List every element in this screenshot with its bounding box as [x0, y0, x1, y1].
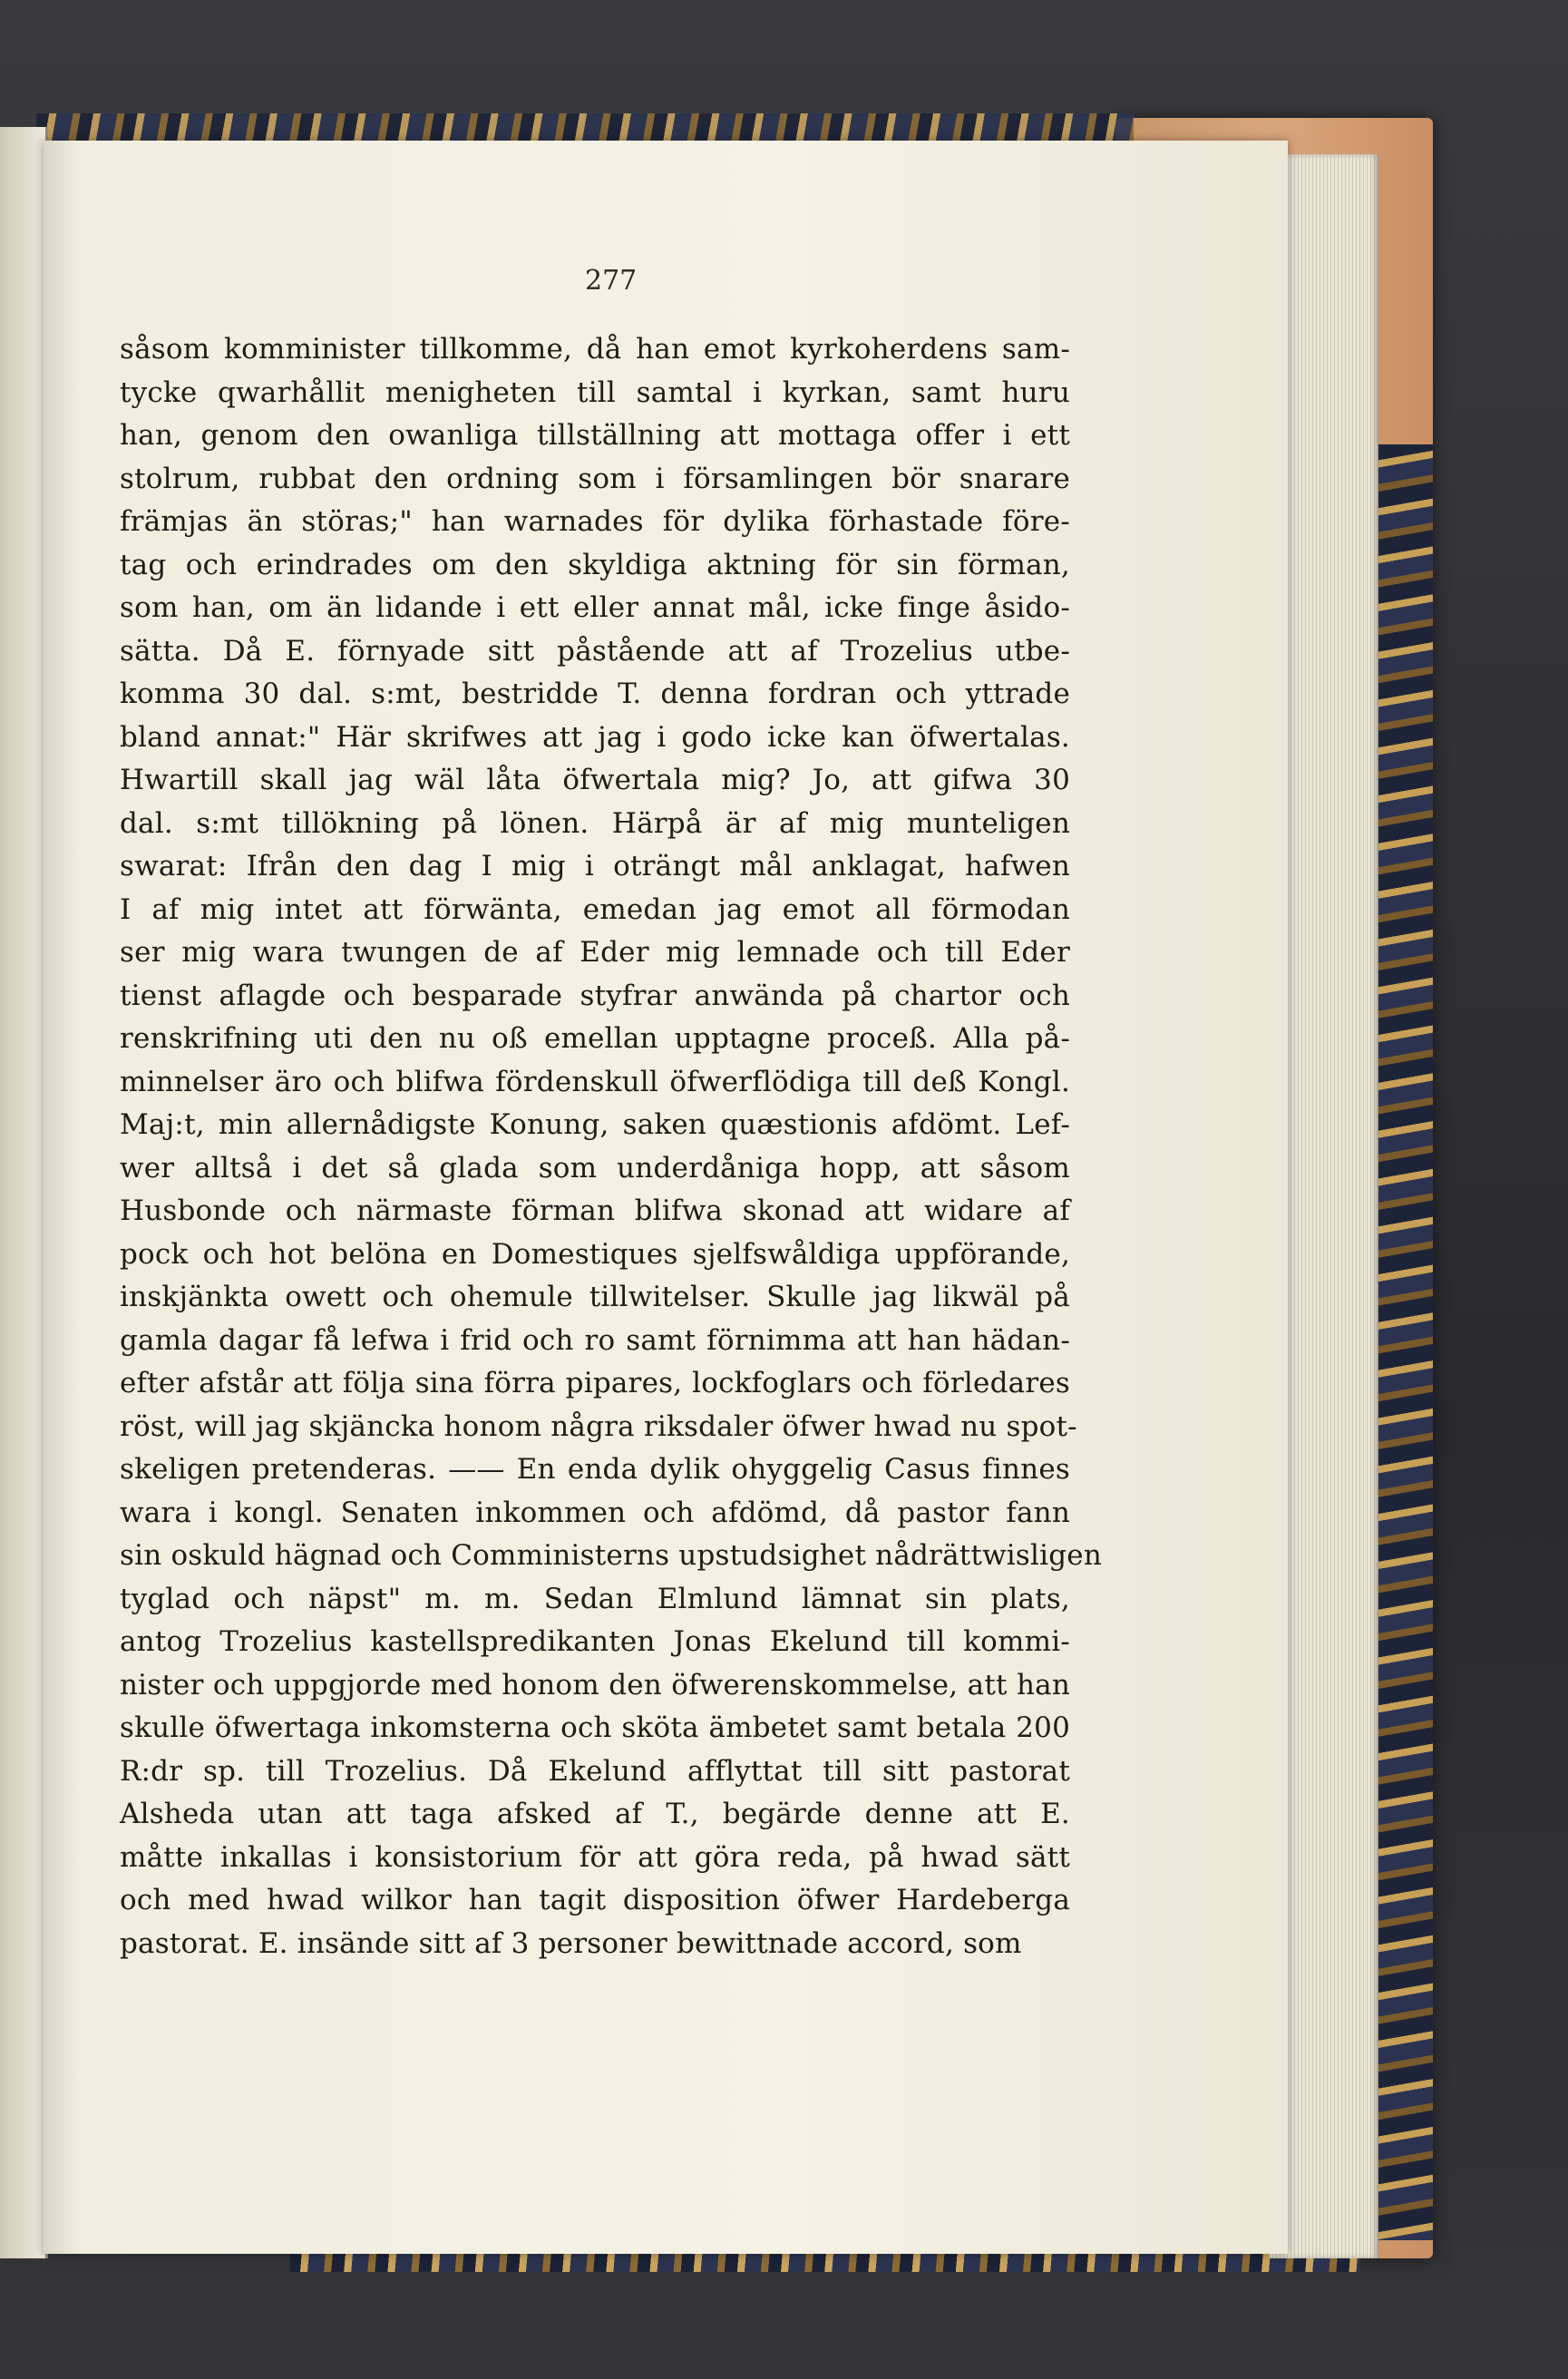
text-line: stolrum, rubbat den ordning som i församlingen bör snarare [120, 462, 1070, 495]
text-line: han, genom den owanliga tillställning att mottaga offer i ett [120, 419, 1070, 452]
text-line: tag och erindrades om den skyldiga aktning för sin förman, [120, 548, 1070, 581]
text-line: wer alltså i det så glada som underdåniga hopp, att såsom [120, 1151, 1070, 1185]
text-line: I af mig intet att förwänta, emedan jag emot all förmodan [120, 892, 1070, 926]
text-line: Alsheda utan att taga afsked af T., begärde denne att E. [120, 1798, 1070, 1830]
text-line: sätta. Då E. förnyade sitt påstående att af Trozelius utbe- [120, 634, 1070, 668]
text-line: röst, will jag skjäncka honom några riksdaler öfwer hwad nu spot- [120, 1409, 1077, 1443]
text-line: sin oskuld hägnad och Comministerns upstudsighet nådrättwisligen [120, 1539, 1103, 1572]
text-line: skeligen pretenderas. —— En enda dylik ohyggelig Casus finnes [120, 1453, 1070, 1486]
page-body-text [120, 328, 1103, 1965]
text-line: swarat: Ifrån den dag I mig i oträngt mål anklagat, hafwen [120, 850, 1070, 882]
text-line: måtte inkallas i konsistorium för att göra reda, på hwad sätt [120, 1840, 1070, 1874]
text-line: Maj:t, min allernådigste Konung, saken quæstionis afdömt. Lef- [120, 1108, 1070, 1141]
text-line: pastorat. E. insände sitt af 3 personer bewittnade accord, som [120, 1926, 1022, 1960]
text-line: efter afstår att följa sina förra pipares, lockfoglars och förledares [120, 1367, 1070, 1399]
text-line: tienst aflagde och besparade styfrar anwända på chartor och [120, 979, 1070, 1012]
text-line: bland annat:" Här skrifwes att jag i godo icke kan öfwertalas. [120, 720, 1070, 754]
text-line: såsom komminister tillkomme, då han emot kyrkoherdens sam- [120, 333, 1070, 366]
text-line: nister och uppgjorde med honom den öfwerenskommelse, att han [120, 1668, 1070, 1701]
text-line: tyglad och näpst" m. m. Sedan Elmlund lämnat sin plats, [120, 1582, 1070, 1615]
text-line: dal. s:mt tillökning på lönen. Härpå är af mig munteligen [120, 806, 1070, 840]
text-line: Hwartill skall jag wäl låta öfwertala mig? Jo, att gifwa 30 [120, 764, 1070, 796]
text-line: wara i kongl. Senaten inkommen och afdömd, då pastor fann [120, 1496, 1070, 1529]
text-line: komma 30 dal. s:mt, bestridde T. denna fordran och yttrade [120, 678, 1070, 710]
text-line: tycke qwarhållit menigheten till samtal i kyrkan, samt huru [120, 375, 1070, 409]
text-line: inskjänkta owett och ohemule tillwitelser. Skulle jag likwäl på [120, 1281, 1070, 1313]
text-line: ser mig wara twungen de af Eder mig lemnade och till Eder [120, 936, 1070, 969]
text-line: som han, om än lidande i ett eller annat mål, icke finge åsido- [120, 591, 1070, 624]
text-line: renskrifning uti den nu oß emellan upptagne proceß. Alla på- [120, 1022, 1070, 1055]
text-line: Husbonde och närmaste förman blifwa skonad att widare af [120, 1194, 1070, 1227]
text-line: antog Trozelius kastellspredikanten Jonas Ekelund till kommi- [120, 1625, 1070, 1658]
text-line: och med hwad wilkor han tagit disposition öfwer Hardeberga [120, 1884, 1070, 1916]
text-line: främjas än störas;" han warnades för dylika förhastade före- [120, 505, 1070, 538]
text-line: R:dr sp. till Trozelius. Då Ekelund afflyttat till sitt pastorat [120, 1754, 1070, 1788]
page-number: 277 [585, 265, 638, 297]
text-line: pock och hot belöna en Domestiques sjelfswåldiga uppförande, [120, 1237, 1070, 1271]
text-line: skulle öfwertaga inkomsterna och sköta ämbetet samt betala 200 [120, 1711, 1070, 1744]
text-line: minnelser äro och blifwa fördenskull öfwerflödiga till deß Kongl. [120, 1065, 1070, 1098]
marbled-cover-right [1374, 444, 1433, 2240]
facing-page-edge [0, 127, 48, 2258]
text-line: gamla dagar få lefwa i frid och ro samt förnimma att han hädan- [120, 1323, 1070, 1357]
